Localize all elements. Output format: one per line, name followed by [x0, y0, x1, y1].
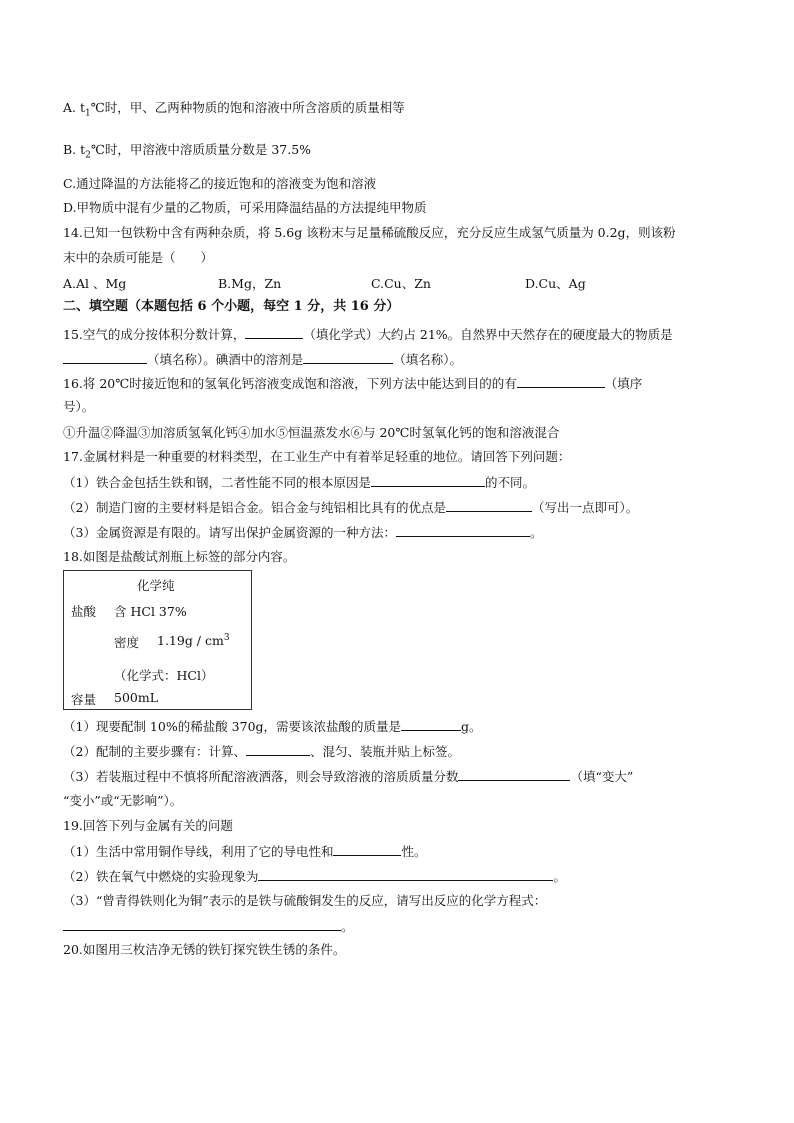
q13-option-d: D.甲物质中混有少量的乙物质，可采用降温结晶的方法提纯甲物质	[63, 200, 427, 215]
answer-blank[interactable]	[245, 326, 303, 339]
answer-blank[interactable]	[246, 743, 310, 756]
q16-line2: 号）。	[63, 399, 95, 414]
q14-option-b: B.Mg，Zn	[218, 276, 282, 291]
label-formula: （化学式：HCl）	[114, 668, 214, 683]
q14-options	[63, 276, 743, 292]
q17-intro: 17.金属材料是一种重要的材料类型，在工业生产中有着举足轻重的地位。请回答下列问题：	[63, 449, 571, 464]
answer-blank[interactable]	[63, 351, 147, 364]
q19-intro: 19.回答下列与金属有关的问题	[63, 818, 233, 833]
answer-blank[interactable]	[303, 351, 393, 364]
q14-line1: 14.已知一包铁粉中含有两种杂质，将 5.6g 该粉末与足量稀硫酸反应，充分反应生成氢气质量为 0.2g，则该粉	[63, 225, 676, 240]
answer-blank[interactable]	[401, 718, 461, 731]
label-name: 盐酸	[71, 604, 97, 619]
q19-part3-answer: 。	[63, 918, 354, 935]
answer-blank[interactable]	[371, 474, 485, 487]
q19-part1: （1）生活中常用铜作导线，利用了它的导电性和 性。	[63, 844, 427, 859]
q14-line2: 末中的杂质可能是（ ）	[63, 250, 214, 265]
q18-part3: （3）若装瓶过程中不慎将所配溶液洒落，则会导致溶液的溶质质量分数 （填“变大”	[63, 769, 634, 784]
q15-line1: 15.空气的成分按体积分数计算， （填化学式）大约占 21%。自然界中天然存在的硬度最大的物质是	[63, 327, 673, 342]
q18-intro: 18.如图是盐酸试剂瓶上标签的部分内容。	[63, 549, 296, 564]
q18-part3-cont: “变小”或“无影响”）。	[63, 793, 183, 808]
q17-part3: （3）金属资源是有限的。请写出保护金属资源的一种方法： 。	[63, 525, 543, 540]
q13-option-b: B. $t_2℃$时，甲溶液中溶质质量分数是 37.5%	[63, 142, 312, 161]
reagent-label	[63, 570, 252, 710]
label-volume-value: 500mL	[114, 690, 159, 705]
answer-blank[interactable]	[458, 768, 570, 781]
q16-line1: 16.将 20℃时接近饱和的氢氧化钙溶液变成饱和溶液，下列方法中能达到目的的有 （填序	[63, 376, 643, 391]
q15-line2: （填名称）。碘酒中的溶剂是 （填名称）。	[63, 351, 462, 368]
answer-blank[interactable]	[446, 499, 532, 512]
q18-part1: （1）现要配制 10%的稀盐酸 370g，需要该浓盐酸的质量是 g。	[63, 719, 482, 734]
answer-blank[interactable]	[517, 375, 605, 388]
q14-option-d: D.Cu、Ag	[525, 276, 586, 291]
label-content: 含 HCl 37%	[114, 604, 187, 619]
answer-blank[interactable]	[396, 524, 530, 537]
answer-blank[interactable]	[333, 843, 401, 856]
q17-part1: （1）铁合金包括生铁和钢，二者性能不同的根本原因是 的不同。	[63, 475, 535, 490]
q14-option-a: A.Al 、Mg	[63, 276, 127, 291]
answer-blank[interactable]	[63, 918, 341, 931]
q14-option-c: C.Cu、Zn	[371, 276, 431, 291]
section-heading: 二、填空题（本题包括 6 个小题，每空 1 分，共 16 分）	[63, 299, 400, 314]
q13-option-a: A. $t_1℃$时，甲、乙两种物质的饱和溶液中所含溶质的质量相等	[63, 100, 405, 119]
answer-blank[interactable]	[258, 868, 553, 881]
label-volume-label: 容量	[71, 692, 97, 707]
label-density-label: 密度	[114, 635, 140, 650]
q16-methods: ①升温②降温③加溶质氢氧化钙④加水⑤恒温蒸发水⑥与 20℃时氢氧化钙的饱和溶液混合	[63, 425, 560, 440]
q17-part2: （2）制造门窗的主要材料是铝合金。铝合金与纯铝相比具有的优点是 （写出一点即可）。	[63, 500, 639, 515]
q13-option-c: C.通过降温的方法能将乙的接近饱和的溶液变为饱和溶液	[63, 176, 377, 191]
label-density-value: $1.19g / cm^3$	[157, 633, 230, 649]
q18-part2: （2）配制的主要步骤有：计算、 、混匀、装瓶并贴上标签。	[63, 744, 460, 759]
q19-part2: （2）铁在氧气中燃烧的实验现象为 。	[63, 869, 566, 884]
q19-part3: （3）“曾青得铁则化为铜”表示的是铁与硫酸铜发生的反应，请写出反应的化学方程式：	[63, 893, 547, 908]
q20-intro: 20.如图用三枚洁净无锈的铁钉探究铁生锈的条件。	[63, 942, 346, 957]
label-grade: 化学纯	[137, 578, 175, 593]
